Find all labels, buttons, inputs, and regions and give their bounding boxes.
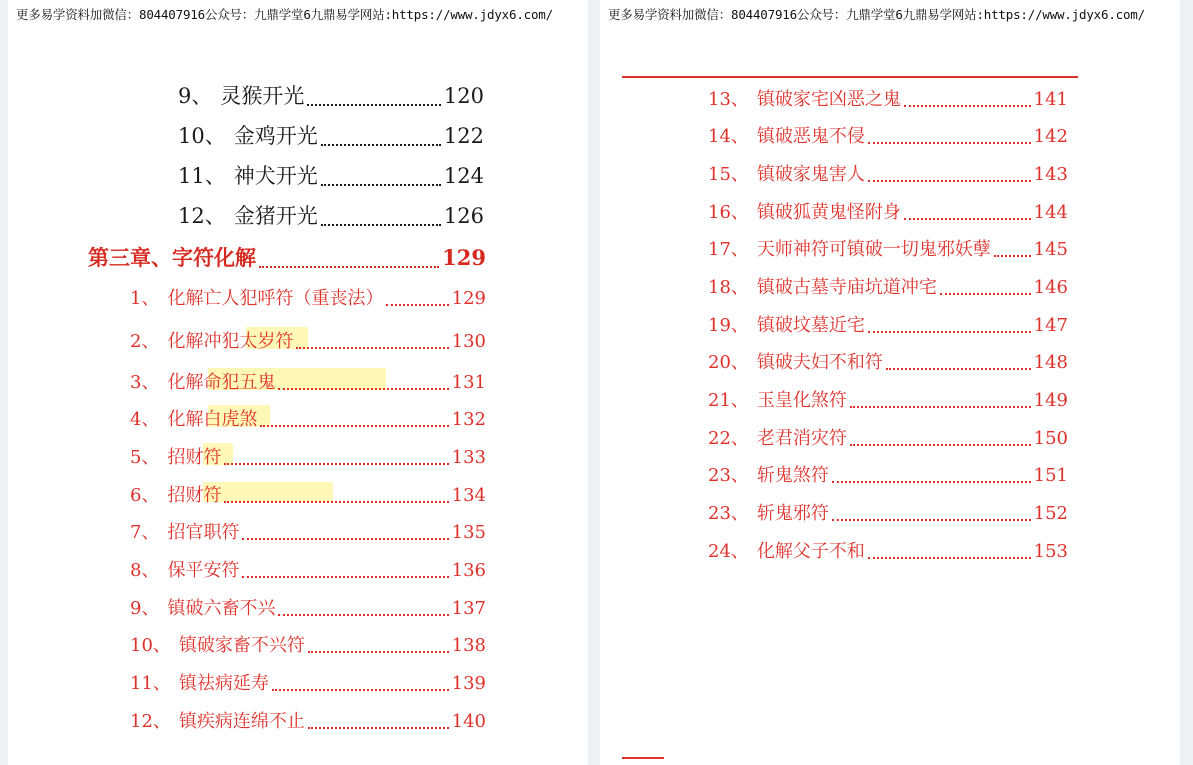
dot-leader <box>272 689 449 691</box>
entry-title: 化解亡人犯呼符（重丧法） <box>167 288 384 309</box>
entry-number: 10、 <box>178 124 226 148</box>
page-number: 132 <box>451 409 486 430</box>
toc-entry[interactable] <box>130 481 486 507</box>
toc-entry[interactable] <box>130 518 486 544</box>
watermark-text: 更多易学资料加微信：804407916公众号：九鼎学堂6九鼎易学网站:https://www.jdyx6.com/ <box>16 7 553 22</box>
page-number: 142 <box>1033 126 1068 147</box>
dot-leader <box>904 218 1031 220</box>
dot-leader <box>832 481 1031 483</box>
page-number: 145 <box>1033 239 1068 260</box>
page-number: 150 <box>1033 428 1068 449</box>
chapter-heading[interactable] <box>88 242 486 272</box>
dot-leader <box>307 104 441 106</box>
toc-entry[interactable] <box>178 80 484 110</box>
dot-leader <box>308 651 449 653</box>
entry-title: 镇祛病延寿 <box>178 673 269 694</box>
page-number: 137 <box>451 598 486 619</box>
dot-leader <box>868 142 1031 144</box>
dot-leader <box>321 144 441 146</box>
dot-leader <box>224 463 448 465</box>
toc-entry[interactable] <box>708 499 1068 525</box>
page-number: 129 <box>442 245 486 270</box>
dot-leader <box>868 557 1031 559</box>
page-number: 144 <box>1033 202 1068 223</box>
dot-leader <box>386 304 448 306</box>
toc-entry[interactable] <box>708 122 1068 148</box>
entry-title: 镇破坟墓近宅 <box>756 315 865 336</box>
page-number: 135 <box>451 522 486 543</box>
dot-leader <box>308 727 449 729</box>
dot-leader <box>259 266 439 268</box>
entry-number: 11、 <box>178 164 226 188</box>
toc-entry[interactable] <box>130 368 486 394</box>
dot-leader <box>242 576 448 578</box>
entry-number: 24、 <box>708 541 749 562</box>
dot-leader <box>850 444 1031 446</box>
toc-entry[interactable] <box>708 160 1068 186</box>
entry-number: 7、 <box>130 522 160 543</box>
entry-title: 镇破古墓寺庙坑道冲宅 <box>756 277 937 298</box>
dot-leader <box>296 347 448 349</box>
toc-entry[interactable] <box>130 669 486 695</box>
toc-entry[interactable] <box>708 461 1068 487</box>
entry-title: 化解白虎煞 <box>167 409 258 430</box>
entry-number: 16、 <box>708 202 749 223</box>
entry-title: 化解父子不和 <box>756 541 865 562</box>
toc-entry[interactable] <box>130 284 486 310</box>
page-number: 151 <box>1033 465 1068 486</box>
entry-title: 镇疾病连绵不止 <box>178 711 305 732</box>
entry-number: 11、 <box>130 673 171 694</box>
entry-number: 6、 <box>130 485 160 506</box>
entry-title: 招官职符 <box>167 522 240 543</box>
entry-number: 23、 <box>708 465 749 486</box>
toc-entry[interactable] <box>130 556 486 582</box>
page-number: 131 <box>451 372 486 393</box>
dot-leader <box>260 425 448 427</box>
entry-number: 8、 <box>130 560 160 581</box>
entry-title: 老君消灾符 <box>756 428 847 449</box>
page-number: 143 <box>1033 164 1068 185</box>
entry-title: 天师神符可镇破一切鬼邪妖孽 <box>756 239 991 260</box>
dot-leader <box>278 388 448 390</box>
dot-leader <box>321 224 441 226</box>
entry-number: 14、 <box>708 126 749 147</box>
page-number: 138 <box>451 635 486 656</box>
entry-title: 化解冲犯太岁符 <box>167 331 294 352</box>
toc-entry[interactable] <box>178 200 484 230</box>
entry-number: 12、 <box>130 711 171 732</box>
page-number: 147 <box>1033 315 1068 336</box>
entry-title: 灵猴开光 <box>220 84 305 108</box>
page-number: 129 <box>451 288 486 309</box>
entry-title: 保平安符 <box>167 560 240 581</box>
page-number: 149 <box>1033 390 1068 411</box>
page-number: 139 <box>451 673 486 694</box>
entry-title: 镇破恶鬼不侵 <box>756 126 865 147</box>
entry-number: 23、 <box>708 503 749 524</box>
entry-number: 9、 <box>178 84 213 108</box>
entry-title: 金猪开光 <box>233 204 318 228</box>
entry-title: 斩鬼煞符 <box>756 465 829 486</box>
entry-number: 17、 <box>708 239 749 260</box>
page-number: 133 <box>451 447 486 468</box>
entry-title: 化解命犯五鬼 <box>167 372 276 393</box>
entry-title: 镇破狐黄鬼怪附身 <box>756 202 901 223</box>
dot-leader <box>242 538 448 540</box>
entry-title: 镇破家鬼害人 <box>756 164 865 185</box>
page-number: 124 <box>443 164 484 188</box>
entry-number: 19、 <box>708 315 749 336</box>
left-page <box>8 0 588 765</box>
toc-entry[interactable] <box>708 311 1068 337</box>
entry-number: 13、 <box>708 89 749 110</box>
page-number: 126 <box>443 204 484 228</box>
toc-entry[interactable] <box>130 707 486 733</box>
entry-title: 镇破家畜不兴符 <box>178 635 305 656</box>
entry-title: 玉皇化煞符 <box>756 390 847 411</box>
page-number: 136 <box>451 560 486 581</box>
toc-entry[interactable] <box>708 386 1068 412</box>
dot-leader <box>886 368 1031 370</box>
page-number: 140 <box>451 711 486 732</box>
watermark-text: 更多易学资料加微信：804407916公众号：九鼎学堂6九鼎易学网站:https://www.jdyx6.com/ <box>608 7 1145 22</box>
entry-title: 镇破夫妇不和符 <box>756 352 883 373</box>
entry-number: 2、 <box>130 331 160 352</box>
entry-number: 1、 <box>130 288 160 309</box>
entry-title: 镇破家宅凶恶之鬼 <box>756 89 901 110</box>
entry-number: 21、 <box>708 390 749 411</box>
dot-leader <box>278 614 448 616</box>
entry-title: 神犬开光 <box>233 164 318 188</box>
entry-number: 10、 <box>130 635 171 656</box>
entry-number: 3、 <box>130 372 160 393</box>
page-number: 120 <box>443 84 484 108</box>
toc-entry[interactable] <box>130 594 486 620</box>
toc-entry[interactable] <box>130 631 486 657</box>
entry-number: 5、 <box>130 447 160 468</box>
dot-leader <box>832 519 1031 521</box>
page-number: 153 <box>1033 541 1068 562</box>
page-number: 141 <box>1033 89 1068 110</box>
dot-leader <box>868 180 1031 182</box>
entry-title: 招财符 <box>167 485 222 506</box>
entry-title: 招财符 <box>167 447 222 468</box>
chapter-title: 第三章、字符化解 <box>88 245 256 270</box>
entry-number: 15、 <box>708 164 749 185</box>
entry-number: 12、 <box>178 204 226 228</box>
entry-number: 4、 <box>130 409 160 430</box>
toc-entry[interactable] <box>708 273 1068 299</box>
dot-leader <box>868 331 1031 333</box>
right-page <box>600 0 1180 765</box>
toc-entry[interactable] <box>178 120 484 150</box>
dot-leader <box>940 293 1031 295</box>
toc-entry[interactable] <box>708 85 1068 111</box>
entry-title: 金鸡开光 <box>233 124 318 148</box>
entry-title: 斩鬼邪符 <box>756 503 829 524</box>
page-number: 130 <box>451 331 486 352</box>
page-number: 134 <box>451 485 486 506</box>
toc-entry[interactable] <box>708 198 1068 224</box>
top-rule <box>622 76 1078 78</box>
dot-leader <box>904 105 1031 107</box>
dot-leader <box>321 184 441 186</box>
page-number: 152 <box>1033 503 1068 524</box>
entry-title: 镇破六畜不兴 <box>167 598 276 619</box>
dot-leader <box>850 406 1031 408</box>
toc-entry[interactable] <box>130 327 486 353</box>
toc-entry[interactable] <box>708 424 1068 450</box>
dot-leader <box>224 501 448 503</box>
entry-number: 9、 <box>130 598 160 619</box>
toc-entry[interactable] <box>708 537 1068 563</box>
toc-entry[interactable] <box>130 443 486 469</box>
toc-entry[interactable] <box>708 235 1068 261</box>
page-number: 122 <box>443 124 484 148</box>
toc-entry[interactable] <box>178 160 484 190</box>
entry-number: 18、 <box>708 277 749 298</box>
entry-number: 20、 <box>708 352 749 373</box>
bottom-rule <box>622 757 664 759</box>
entry-number: 22、 <box>708 428 749 449</box>
toc-entry[interactable] <box>130 405 486 431</box>
page-number: 146 <box>1033 277 1068 298</box>
toc-entry[interactable] <box>708 348 1068 374</box>
page-number: 148 <box>1033 352 1068 373</box>
dot-leader <box>994 255 1031 257</box>
